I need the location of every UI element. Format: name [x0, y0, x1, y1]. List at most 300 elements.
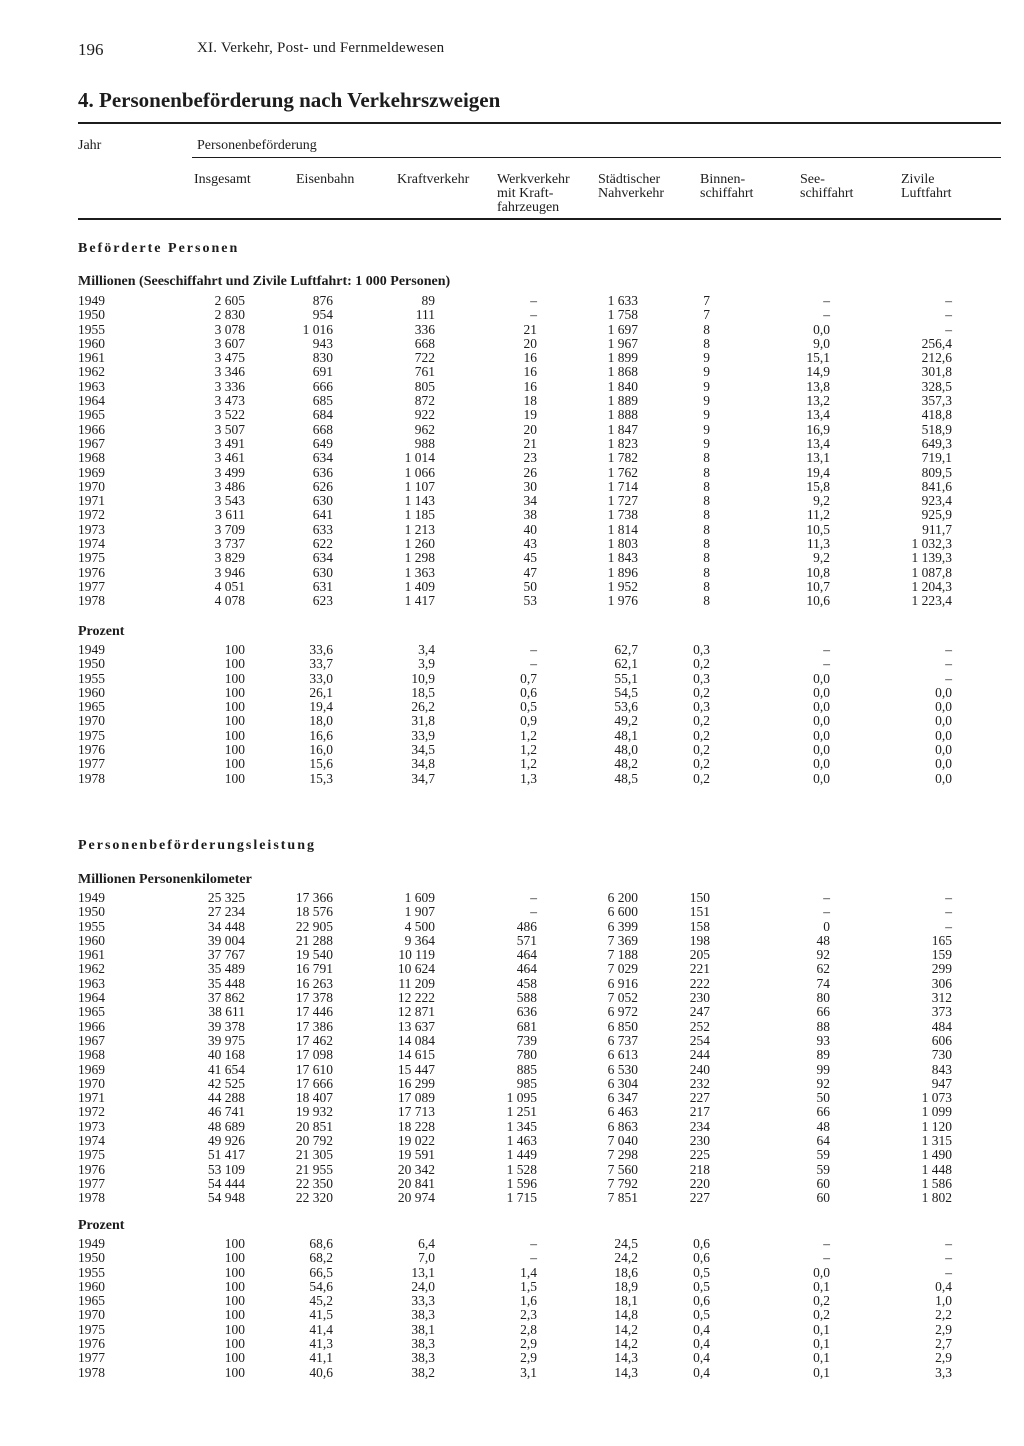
- insgesamt-cell: 4 078: [214, 593, 245, 609]
- werkverkehr-cell: –: [530, 293, 537, 308]
- luftfahrt-cell: 925,9: [921, 507, 952, 523]
- werkverkehr-cell: 636: [516, 1004, 537, 1020]
- eisenbahn-cell: 630: [312, 493, 333, 509]
- table-row: [0, 1091, 1024, 1105]
- luftfahrt-cell: –: [945, 918, 952, 934]
- nahverkehr-cell: 1 896: [607, 564, 638, 580]
- nahverkehr-cell: 1 847: [607, 421, 638, 437]
- seeschiffahrt-cell: 0,0: [813, 1264, 830, 1280]
- nahverkehr-cell: 14,8: [614, 1307, 638, 1323]
- insgesamt-cell: 3 543: [214, 493, 245, 509]
- seeschiffahrt-cell: 62: [816, 961, 830, 977]
- header-bottom-rule: [78, 218, 1001, 220]
- kraftverkehr-cell: 1 107: [404, 478, 435, 494]
- table-body: [0, 643, 1024, 786]
- block-label-personenkilometer: Millionen Personenkilometer: [78, 872, 252, 887]
- table-row: [0, 337, 1024, 351]
- binnenschiffahrt-cell: 198: [689, 932, 710, 948]
- nahverkehr-cell: 24,2: [614, 1250, 638, 1266]
- block-label-prozent: Prozent: [78, 624, 125, 639]
- kraftverkehr-cell: 17 089: [397, 1090, 435, 1106]
- eisenbahn-cell: 16 791: [295, 961, 333, 977]
- section-title-personenbefoerderungsleistung: Personenbeförderungsleistung: [78, 838, 316, 853]
- werkverkehr-cell: 16: [523, 378, 537, 394]
- table-row: [0, 757, 1024, 771]
- werkverkehr-cell: 464: [516, 961, 537, 977]
- eisenbahn-cell: 33,6: [309, 642, 333, 657]
- insgesamt-cell: 100: [224, 699, 245, 715]
- year-cell: 1968: [78, 1047, 105, 1063]
- nahverkehr-cell: 1 803: [607, 536, 638, 552]
- seeschiffahrt-cell: 48: [816, 1118, 830, 1134]
- year-cell: 1973: [78, 521, 105, 537]
- kraftverkehr-cell: 10 119: [398, 947, 435, 963]
- table-row: [0, 566, 1024, 580]
- binnenschiffahrt-cell: 0,3: [693, 670, 710, 686]
- table-row: [0, 686, 1024, 700]
- nahverkehr-cell: 1 762: [607, 464, 638, 480]
- year-cell: 1975: [78, 1321, 105, 1337]
- eisenbahn-cell: 17 378: [295, 990, 333, 1006]
- eisenbahn-cell: 15,6: [309, 756, 333, 772]
- kraftverkehr-cell: 1 260: [404, 536, 435, 552]
- table-row: [0, 1120, 1024, 1134]
- nahverkehr-cell: 1 823: [607, 435, 638, 451]
- binnenschiffahrt-cell: 7: [703, 307, 710, 323]
- table-row: [0, 905, 1024, 919]
- werkverkehr-cell: 1 345: [506, 1118, 537, 1134]
- table-row: [0, 714, 1024, 728]
- kraftverkehr-cell: 19 022: [397, 1133, 435, 1149]
- seeschiffahrt-cell: 59: [816, 1147, 830, 1163]
- block-label-millionen: Millionen (Seeschiffahrt und Zivile Luftfahrt: 1 000 Personen): [78, 274, 451, 289]
- nahverkehr-cell: 7 851: [607, 1190, 638, 1206]
- kraftverkehr-cell: 31,8: [411, 713, 435, 729]
- werkverkehr-cell: 45: [523, 550, 537, 566]
- insgesamt-cell: 42 525: [207, 1075, 245, 1091]
- nahverkehr-cell: 1 888: [607, 407, 638, 423]
- year-cell: 1961: [78, 350, 105, 366]
- insgesamt-cell: 3 946: [214, 564, 245, 580]
- luftfahrt-cell: 484: [931, 1018, 952, 1034]
- binnenschiffahrt-cell: 244: [689, 1047, 710, 1063]
- nahverkehr-cell: 48,5: [614, 770, 638, 786]
- kraftverkehr-cell: 922: [414, 407, 435, 423]
- year-cell: 1950: [78, 1250, 105, 1266]
- nahverkehr-cell: 62,1: [614, 656, 638, 672]
- binnenschiffahrt-cell: 8: [703, 335, 710, 351]
- column-header-year: Jahr: [78, 138, 102, 153]
- werkverkehr-cell: 739: [516, 1032, 537, 1048]
- luftfahrt-cell: 911,7: [922, 521, 952, 537]
- eisenbahn-cell: 631: [312, 578, 333, 594]
- seeschiffahrt-cell: 14,9: [806, 364, 830, 380]
- table-row: [0, 1163, 1024, 1177]
- binnenschiffahrt-cell: 0,2: [693, 742, 710, 758]
- binnenschiffahrt-cell: 247: [689, 1004, 710, 1020]
- nahverkehr-cell: 6 304: [607, 1075, 638, 1091]
- luftfahrt-cell: –: [945, 307, 952, 323]
- nahverkehr-cell: 18,1: [614, 1293, 638, 1309]
- insgesamt-cell: 100: [224, 1364, 245, 1380]
- nahverkehr-cell: 7 560: [607, 1161, 638, 1177]
- table-row: [0, 1077, 1024, 1091]
- eisenbahn-cell: 22 320: [295, 1190, 333, 1206]
- insgesamt-cell: 37 767: [207, 947, 245, 963]
- year-cell: 1977: [78, 756, 105, 772]
- binnenschiffahrt-cell: 9: [703, 378, 710, 394]
- insgesamt-cell: 38 611: [208, 1004, 245, 1020]
- kraftverkehr-cell: 1 609: [404, 890, 435, 905]
- eisenbahn-cell: 20 792: [295, 1133, 333, 1149]
- table-row: [0, 537, 1024, 551]
- werkverkehr-cell: 571: [516, 932, 537, 948]
- nahverkehr-cell: 7 369: [607, 932, 638, 948]
- kraftverkehr-cell: 38,3: [411, 1336, 435, 1352]
- nahverkehr-cell: 49,2: [614, 713, 638, 729]
- werkverkehr-cell: –: [530, 890, 537, 905]
- seeschiffahrt-cell: 59: [816, 1161, 830, 1177]
- werkverkehr-cell: 486: [516, 918, 537, 934]
- eisenbahn-cell: 16,0: [309, 742, 333, 758]
- year-cell: 1977: [78, 1350, 105, 1366]
- year-cell: 1975: [78, 727, 105, 743]
- eisenbahn-cell: 626: [312, 478, 333, 494]
- year-cell: 1974: [78, 1133, 105, 1149]
- binnenschiffahrt-cell: 9: [703, 421, 710, 437]
- binnenschiffahrt-cell: 158: [689, 918, 710, 934]
- eisenbahn-cell: 66,5: [309, 1264, 333, 1280]
- year-cell: 1972: [78, 507, 105, 523]
- insgesamt-cell: 2 605: [214, 293, 245, 308]
- eisenbahn-cell: 641: [312, 507, 333, 523]
- nahverkehr-cell: 6 463: [607, 1104, 638, 1120]
- werkverkehr-cell: 3,1: [520, 1364, 537, 1380]
- seeschiffahrt-cell: 0,0: [813, 727, 830, 743]
- column-header-luft-line2: Luftfahrt: [901, 186, 952, 201]
- seeschiffahrt-cell: 9,2: [813, 550, 830, 566]
- insgesamt-cell: 3 611: [215, 507, 245, 523]
- year-cell: 1970: [78, 713, 105, 729]
- binnenschiffahrt-cell: 222: [689, 975, 710, 991]
- insgesamt-cell: 39 378: [207, 1018, 245, 1034]
- table-row: [0, 672, 1024, 686]
- insgesamt-cell: 100: [224, 1293, 245, 1309]
- table-row: [0, 729, 1024, 743]
- table-row: [0, 551, 1024, 565]
- table-row: [0, 1266, 1024, 1280]
- luftfahrt-cell: 1 120: [921, 1118, 952, 1134]
- seeschiffahrt-cell: 16,9: [806, 421, 830, 437]
- werkverkehr-cell: 18: [523, 393, 537, 409]
- year-cell: 1978: [78, 770, 105, 786]
- binnenschiffahrt-cell: 254: [689, 1032, 710, 1048]
- table-row: [0, 1177, 1024, 1191]
- kraftverkehr-cell: 20 841: [397, 1175, 435, 1191]
- luftfahrt-cell: –: [945, 1264, 952, 1280]
- year-cell: 1965: [78, 1293, 105, 1309]
- eisenbahn-cell: 41,4: [309, 1321, 333, 1337]
- kraftverkehr-cell: 34,7: [411, 770, 435, 786]
- seeschiffahrt-cell: 60: [816, 1190, 830, 1206]
- luftfahrt-cell: 1 099: [921, 1104, 952, 1120]
- seeschiffahrt-cell: 11,2: [806, 507, 830, 523]
- table-row: [0, 466, 1024, 480]
- year-cell: 1977: [78, 1175, 105, 1191]
- kraftverkehr-cell: 16 299: [397, 1075, 435, 1091]
- column-header-luftfahrt: [901, 173, 952, 201]
- eisenbahn-cell: 668: [312, 421, 333, 437]
- table-row: [0, 408, 1024, 422]
- seeschiffahrt-cell: 15,8: [806, 478, 830, 494]
- year-cell: 1971: [78, 493, 105, 509]
- werkverkehr-cell: 1 251: [506, 1104, 537, 1120]
- year-cell: 1950: [78, 904, 105, 920]
- binnenschiffahrt-cell: 0,2: [693, 656, 710, 672]
- kraftverkehr-cell: 1 014: [404, 450, 435, 466]
- nahverkehr-cell: 1 868: [607, 364, 638, 380]
- luftfahrt-cell: 212,6: [921, 350, 952, 366]
- eisenbahn-cell: 17 462: [295, 1032, 333, 1048]
- binnenschiffahrt-cell: 0,5: [693, 1278, 710, 1294]
- table-row: [0, 1048, 1024, 1062]
- kraftverkehr-cell: 34,8: [411, 756, 435, 772]
- luftfahrt-cell: 923,4: [921, 493, 952, 509]
- nahverkehr-cell: 48,2: [614, 756, 638, 772]
- eisenbahn-cell: 18,0: [309, 713, 333, 729]
- werkverkehr-cell: 26: [523, 464, 537, 480]
- year-cell: 1965: [78, 407, 105, 423]
- insgesamt-cell: 100: [224, 1350, 245, 1366]
- table-row: [0, 643, 1024, 657]
- year-cell: 1976: [78, 742, 105, 758]
- binnenschiffahrt-cell: 8: [703, 550, 710, 566]
- binnenschiffahrt-cell: 0,2: [693, 713, 710, 729]
- eisenbahn-cell: 15,3: [309, 770, 333, 786]
- seeschiffahrt-cell: 11,3: [806, 536, 830, 552]
- table-row: [0, 1237, 1024, 1251]
- eisenbahn-cell: 22 350: [295, 1175, 333, 1191]
- year-cell: 1950: [78, 656, 105, 672]
- insgesamt-cell: 3 607: [214, 335, 245, 351]
- kraftverkehr-cell: 805: [414, 378, 435, 394]
- eisenbahn-cell: 17 386: [295, 1018, 333, 1034]
- seeschiffahrt-cell: 0,0: [813, 684, 830, 700]
- kraftverkehr-cell: 38,3: [411, 1350, 435, 1366]
- nahverkehr-cell: 7 792: [607, 1175, 638, 1191]
- werkverkehr-cell: 0,9: [520, 713, 537, 729]
- year-cell: 1949: [78, 642, 105, 657]
- table-row: [0, 948, 1024, 962]
- table-row: [0, 700, 1024, 714]
- insgesamt-cell: 100: [224, 1264, 245, 1280]
- table-row: [0, 1251, 1024, 1265]
- binnenschiffahrt-cell: 232: [689, 1075, 710, 1091]
- table-row: [0, 1294, 1024, 1308]
- nahverkehr-cell: 54,5: [614, 684, 638, 700]
- luftfahrt-cell: –: [945, 321, 952, 337]
- luftfahrt-cell: 1 586: [921, 1175, 952, 1191]
- werkverkehr-cell: 2,9: [520, 1336, 537, 1352]
- seeschiffahrt-cell: 60: [816, 1175, 830, 1191]
- nahverkehr-cell: 1 814: [607, 521, 638, 537]
- werkverkehr-cell: 458: [516, 975, 537, 991]
- nahverkehr-cell: 14,2: [614, 1336, 638, 1352]
- year-cell: 1955: [78, 918, 105, 934]
- werkverkehr-cell: –: [530, 904, 537, 920]
- luftfahrt-cell: 159: [931, 947, 952, 963]
- kraftverkehr-cell: 6,4: [418, 1236, 435, 1251]
- year-cell: 1949: [78, 293, 105, 308]
- page-number: 196: [78, 40, 104, 59]
- werkverkehr-cell: 43: [523, 536, 537, 552]
- werkverkehr-cell: 588: [516, 990, 537, 1006]
- werkverkehr-cell: 23: [523, 450, 537, 466]
- luftfahrt-cell: –: [945, 642, 952, 657]
- binnenschiffahrt-cell: 0,4: [693, 1364, 710, 1380]
- werkverkehr-cell: 30: [523, 478, 537, 494]
- kraftverkehr-cell: 1 417: [404, 593, 435, 609]
- seeschiffahrt-cell: 0,1: [813, 1336, 830, 1352]
- eisenbahn-cell: 830: [312, 350, 333, 366]
- insgesamt-cell: 40 168: [207, 1047, 245, 1063]
- kraftverkehr-cell: 18 228: [397, 1118, 435, 1134]
- kraftverkehr-cell: 1 298: [404, 550, 435, 566]
- luftfahrt-cell: 0,0: [935, 684, 952, 700]
- insgesamt-cell: 54 948: [207, 1190, 245, 1206]
- luftfahrt-cell: 1 448: [921, 1161, 952, 1177]
- table-row: [0, 657, 1024, 671]
- nahverkehr-cell: 18,9: [614, 1278, 638, 1294]
- luftfahrt-cell: 606: [931, 1032, 952, 1048]
- binnenschiffahrt-cell: 0,4: [693, 1350, 710, 1366]
- seeschiffahrt-cell: 0,0: [813, 699, 830, 715]
- seeschiffahrt-cell: 50: [816, 1090, 830, 1106]
- year-cell: 1955: [78, 1264, 105, 1280]
- kraftverkehr-cell: 1 213: [404, 521, 435, 537]
- table-row: [0, 1308, 1024, 1322]
- kraftverkehr-cell: 12 871: [397, 1004, 435, 1020]
- luftfahrt-cell: 0,0: [935, 770, 952, 786]
- year-cell: 1972: [78, 1104, 105, 1120]
- insgesamt-cell: 3 499: [214, 464, 245, 480]
- nahverkehr-cell: 1 976: [607, 593, 638, 609]
- luftfahrt-cell: 1 223,4: [911, 593, 952, 609]
- luftfahrt-cell: 518,9: [921, 421, 952, 437]
- insgesamt-cell: 100: [224, 713, 245, 729]
- binnenschiffahrt-cell: 150: [689, 890, 710, 905]
- nahverkehr-cell: 1 889: [607, 393, 638, 409]
- binnenschiffahrt-cell: 240: [689, 1061, 710, 1077]
- luftfahrt-cell: 357,3: [921, 393, 952, 409]
- binnenschiffahrt-cell: 0,5: [693, 1264, 710, 1280]
- nahverkehr-cell: 6 530: [607, 1061, 638, 1077]
- nahverkehr-cell: 18,6: [614, 1264, 638, 1280]
- eisenbahn-cell: 17 446: [295, 1004, 333, 1020]
- luftfahrt-cell: 843: [931, 1061, 952, 1077]
- binnenschiffahrt-cell: 0,6: [693, 1250, 710, 1266]
- seeschiffahrt-cell: 0,0: [813, 713, 830, 729]
- binnenschiffahrt-cell: 0,3: [693, 699, 710, 715]
- kraftverkehr-cell: 14 084: [397, 1032, 435, 1048]
- table-row: [0, 523, 1024, 537]
- year-cell: 1966: [78, 421, 105, 437]
- table-title: 4. Personenbeförderung nach Verkehrszweigen: [78, 88, 501, 112]
- eisenbahn-cell: 623: [312, 593, 333, 609]
- seeschiffahrt-cell: 0,1: [813, 1278, 830, 1294]
- year-cell: 1975: [78, 1147, 105, 1163]
- column-header-luft-line1: Zivile: [901, 172, 935, 187]
- binnenschiffahrt-cell: 0,6: [693, 1236, 710, 1251]
- luftfahrt-cell: 1 139,3: [911, 550, 952, 566]
- kraftverkehr-cell: 722: [414, 350, 435, 366]
- year-cell: 1978: [78, 1190, 105, 1206]
- eisenbahn-cell: 17 098: [295, 1047, 333, 1063]
- binnenschiffahrt-cell: 0,2: [693, 770, 710, 786]
- year-cell: 1970: [78, 1075, 105, 1091]
- table-row: [0, 423, 1024, 437]
- seeschiffahrt-cell: 93: [816, 1032, 830, 1048]
- nahverkehr-cell: 6 200: [607, 890, 638, 905]
- nahverkehr-cell: 1 727: [607, 493, 638, 509]
- luftfahrt-cell: 1 032,3: [911, 536, 952, 552]
- insgesamt-cell: 3 475: [214, 350, 245, 366]
- seeschiffahrt-cell: 89: [816, 1047, 830, 1063]
- year-cell: 1955: [78, 321, 105, 337]
- eisenbahn-cell: 954: [312, 307, 333, 323]
- insgesamt-cell: 3 473: [214, 393, 245, 409]
- eisenbahn-cell: 622: [312, 536, 333, 552]
- year-cell: 1966: [78, 1018, 105, 1034]
- group-rule: [192, 157, 1001, 158]
- luftfahrt-cell: 2,2: [935, 1307, 952, 1323]
- werkverkehr-cell: 885: [516, 1061, 537, 1077]
- nahverkehr-cell: 62,7: [614, 642, 638, 657]
- werkverkehr-cell: 1,2: [520, 727, 537, 743]
- table-row: [0, 1148, 1024, 1162]
- eisenbahn-cell: 876: [312, 293, 333, 308]
- eisenbahn-cell: 33,7: [309, 656, 333, 672]
- seeschiffahrt-cell: 13,4: [806, 407, 830, 423]
- nahverkehr-cell: 6 850: [607, 1018, 638, 1034]
- kraftverkehr-cell: 336: [414, 321, 435, 337]
- eisenbahn-cell: 40,6: [309, 1364, 333, 1380]
- insgesamt-cell: 35 448: [207, 975, 245, 991]
- nahverkehr-cell: 1 899: [607, 350, 638, 366]
- kraftverkehr-cell: 872: [414, 393, 435, 409]
- table-row: [0, 480, 1024, 494]
- kraftverkehr-cell: 1 907: [404, 904, 435, 920]
- luftfahrt-cell: 730: [931, 1047, 952, 1063]
- binnenschiffahrt-cell: 0,2: [693, 684, 710, 700]
- insgesamt-cell: 3 336: [214, 378, 245, 394]
- binnenschiffahrt-cell: 8: [703, 507, 710, 523]
- year-cell: 1955: [78, 670, 105, 686]
- eisenbahn-cell: 634: [312, 450, 333, 466]
- nahverkehr-cell: 7 029: [607, 961, 638, 977]
- year-cell: 1969: [78, 464, 105, 480]
- seeschiffahrt-cell: 0: [823, 918, 830, 934]
- eisenbahn-cell: 636: [312, 464, 333, 480]
- insgesamt-cell: 100: [224, 727, 245, 743]
- werkverkehr-cell: 16: [523, 364, 537, 380]
- table-row: [0, 1134, 1024, 1148]
- year-cell: 1976: [78, 1161, 105, 1177]
- section-title-befoerderte-personen: Beförderte Personen: [78, 241, 240, 256]
- kraftverkehr-cell: 24,0: [411, 1278, 435, 1294]
- luftfahrt-cell: 1,0: [935, 1293, 952, 1309]
- table-row: [0, 1005, 1024, 1019]
